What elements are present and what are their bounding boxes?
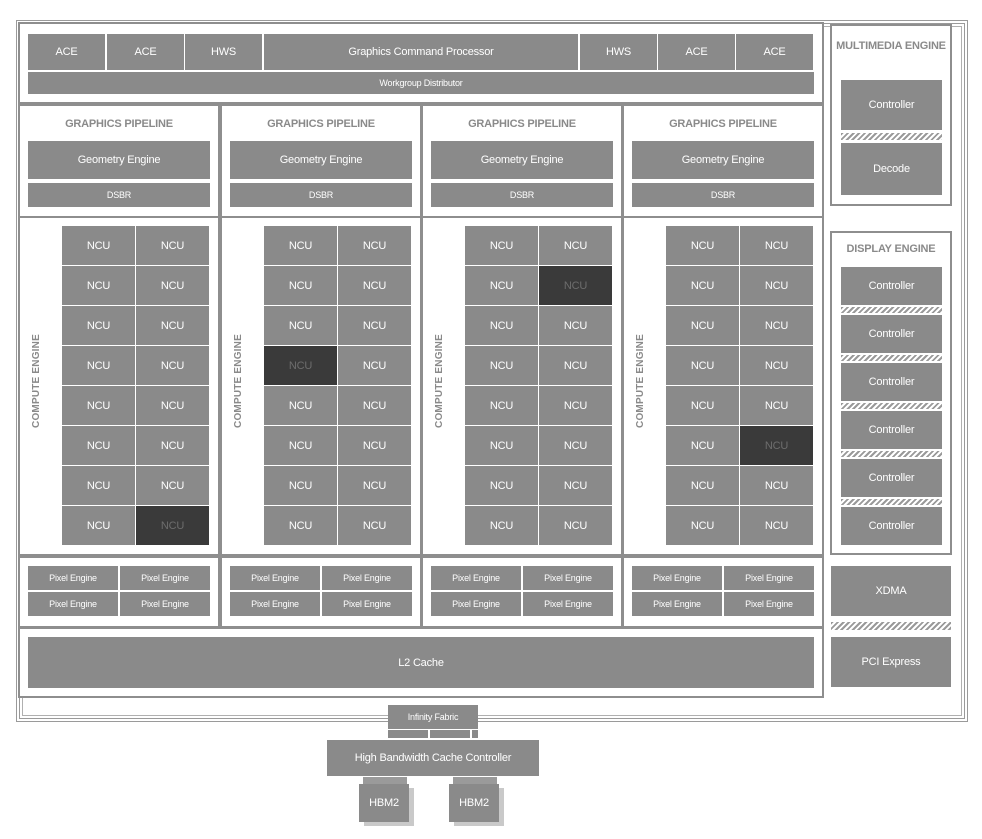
ncu-block: NCU	[62, 306, 135, 345]
ncu-block: NCU	[136, 346, 209, 385]
ncu-block: NCU	[264, 306, 337, 345]
ncu-block: NCU	[465, 226, 538, 265]
geometry-engine: Geometry Engine	[28, 141, 210, 179]
ncu-block: NCU	[465, 466, 538, 505]
ncu-block: NCU	[264, 506, 337, 545]
ncu-block: NCU	[740, 466, 813, 505]
display-controller: Controller	[841, 315, 942, 353]
ncu-block: NCU	[740, 386, 813, 425]
ncu-block: NCU	[338, 386, 411, 425]
ncu-block: NCU	[62, 266, 135, 305]
display-link-hatch	[841, 355, 942, 361]
ncu-block: NCU	[666, 226, 739, 265]
infinity-fabric: Infinity Fabric	[388, 705, 478, 729]
hbcc-block: High Bandwidth Cache Controller	[327, 740, 539, 776]
compute-engine-label: COMPUTE ENGINE	[31, 334, 42, 428]
multimedia-decode: Decode	[841, 143, 942, 195]
hbm2-stack: HBM2	[359, 784, 409, 822]
ncu-block: NCU	[465, 386, 538, 425]
multimedia-engine-title: MULTIMEDIA ENGINE	[836, 40, 946, 52]
dsbr-block: DSBR	[28, 183, 210, 207]
ncu-block: NCU	[136, 426, 209, 465]
ncu-block: NCU	[338, 426, 411, 465]
graphics-pipeline-title: GRAPHICS PIPELINE	[468, 118, 576, 130]
hws-block: HWS	[185, 34, 262, 70]
pixel-engine: Pixel Engine	[230, 592, 320, 616]
ncu-block: NCU	[666, 506, 739, 545]
multimedia-controller: Controller	[841, 80, 942, 130]
graphics-pipeline-title: GRAPHICS PIPELINE	[267, 118, 375, 130]
pixel-engine: Pixel Engine	[632, 592, 722, 616]
ncu-block: NCU	[666, 386, 739, 425]
pixel-engine: Pixel Engine	[724, 566, 814, 590]
ncu-block: NCU	[465, 306, 538, 345]
ncu-block: NCU	[539, 386, 612, 425]
display-controller: Controller	[841, 507, 942, 545]
ncu-block: NCU	[539, 226, 612, 265]
ncu-block: NCU	[62, 506, 135, 545]
display-engine-title: DISPLAY ENGINE	[846, 243, 936, 255]
pci-express-block: PCI Express	[831, 637, 951, 687]
ncu-block: NCU	[539, 506, 612, 545]
display-link-hatch	[841, 307, 942, 313]
display-controller: Controller	[841, 363, 942, 401]
ncu-block-disabled: NCU	[539, 266, 612, 305]
ncu-block: NCU	[136, 386, 209, 425]
ncu-block: NCU	[338, 346, 411, 385]
pixel-engine: Pixel Engine	[28, 566, 118, 590]
ncu-block: NCU	[136, 306, 209, 345]
ncu-block: NCU	[465, 426, 538, 465]
pixel-engine: Pixel Engine	[431, 592, 521, 616]
ncu-block: NCU	[136, 466, 209, 505]
ncu-block: NCU	[666, 466, 739, 505]
ncu-block: NCU	[338, 306, 411, 345]
geometry-engine: Geometry Engine	[230, 141, 412, 179]
ncu-block: NCU	[740, 266, 813, 305]
ncu-block: NCU	[740, 306, 813, 345]
dsbr-block: DSBR	[632, 183, 814, 207]
ncu-block: NCU	[338, 226, 411, 265]
pixel-engine: Pixel Engine	[523, 566, 613, 590]
pixel-engine: Pixel Engine	[431, 566, 521, 590]
graphics-command-processor: Graphics Command Processor	[264, 34, 578, 70]
ace-block: ACE	[28, 34, 105, 70]
ncu-block: NCU	[136, 266, 209, 305]
display-controller: Controller	[841, 267, 942, 305]
geometry-engine: Geometry Engine	[632, 141, 814, 179]
ncu-block: NCU	[740, 226, 813, 265]
ace-block: ACE	[736, 34, 813, 70]
pixel-engine: Pixel Engine	[322, 566, 412, 590]
pixel-engine: Pixel Engine	[120, 566, 210, 590]
display-controller: Controller	[841, 411, 942, 449]
xdma-block: XDMA	[831, 566, 951, 616]
xdma-pci-hatch	[831, 622, 951, 630]
ncu-block: NCU	[62, 346, 135, 385]
ncu-block: NCU	[465, 266, 538, 305]
geometry-engine: Geometry Engine	[431, 141, 613, 179]
compute-engine-label: COMPUTE ENGINE	[233, 334, 244, 428]
display-link-hatch	[841, 403, 942, 409]
display-link-hatch	[841, 451, 942, 457]
pixel-engine: Pixel Engine	[28, 592, 118, 616]
ncu-block-disabled: NCU	[264, 346, 337, 385]
ncu-block: NCU	[666, 266, 739, 305]
display-link-hatch	[841, 499, 942, 505]
ace-block: ACE	[107, 34, 184, 70]
display-controller: Controller	[841, 459, 942, 497]
ncu-block: NCU	[338, 506, 411, 545]
ncu-block-disabled: NCU	[740, 426, 813, 465]
ncu-block: NCU	[136, 226, 209, 265]
ncu-block-disabled: NCU	[136, 506, 209, 545]
ncu-block: NCU	[62, 466, 135, 505]
ncu-block: NCU	[666, 346, 739, 385]
l2-cache: L2 Cache	[28, 637, 814, 688]
ncu-block: NCU	[539, 466, 612, 505]
ncu-block: NCU	[465, 506, 538, 545]
pixel-engine: Pixel Engine	[523, 592, 613, 616]
ncu-block: NCU	[740, 346, 813, 385]
multimedia-link-hatch	[841, 133, 942, 140]
fabric-connector	[388, 730, 478, 738]
ncu-block: NCU	[62, 386, 135, 425]
compute-engine-label: COMPUTE ENGINE	[434, 334, 445, 428]
compute-engine-label: COMPUTE ENGINE	[635, 334, 646, 428]
ncu-block: NCU	[338, 466, 411, 505]
ncu-block: NCU	[465, 346, 538, 385]
dsbr-block: DSBR	[230, 183, 412, 207]
graphics-pipeline-title: GRAPHICS PIPELINE	[65, 118, 173, 130]
ncu-block: NCU	[539, 306, 612, 345]
ace-block: ACE	[658, 34, 735, 70]
hbm2-stack: HBM2	[449, 784, 499, 822]
pixel-engine: Pixel Engine	[632, 566, 722, 590]
pixel-engine: Pixel Engine	[724, 592, 814, 616]
pixel-engine: Pixel Engine	[230, 566, 320, 590]
ncu-block: NCU	[62, 226, 135, 265]
ncu-block: NCU	[264, 466, 337, 505]
pixel-engine: Pixel Engine	[120, 592, 210, 616]
ncu-block: NCU	[62, 426, 135, 465]
dsbr-block: DSBR	[431, 183, 613, 207]
workgroup-distributor: Workgroup Distributor	[28, 72, 814, 94]
ncu-block: NCU	[539, 426, 612, 465]
graphics-pipeline-title: GRAPHICS PIPELINE	[669, 118, 777, 130]
ncu-block: NCU	[666, 306, 739, 345]
pixel-engine: Pixel Engine	[322, 592, 412, 616]
hws-block: HWS	[580, 34, 657, 70]
ncu-block: NCU	[338, 266, 411, 305]
ncu-block: NCU	[264, 386, 337, 425]
ncu-block: NCU	[264, 266, 337, 305]
ncu-block: NCU	[740, 506, 813, 545]
ncu-block: NCU	[666, 426, 739, 465]
ncu-block: NCU	[539, 346, 612, 385]
ncu-block: NCU	[264, 226, 337, 265]
ncu-block: NCU	[264, 426, 337, 465]
